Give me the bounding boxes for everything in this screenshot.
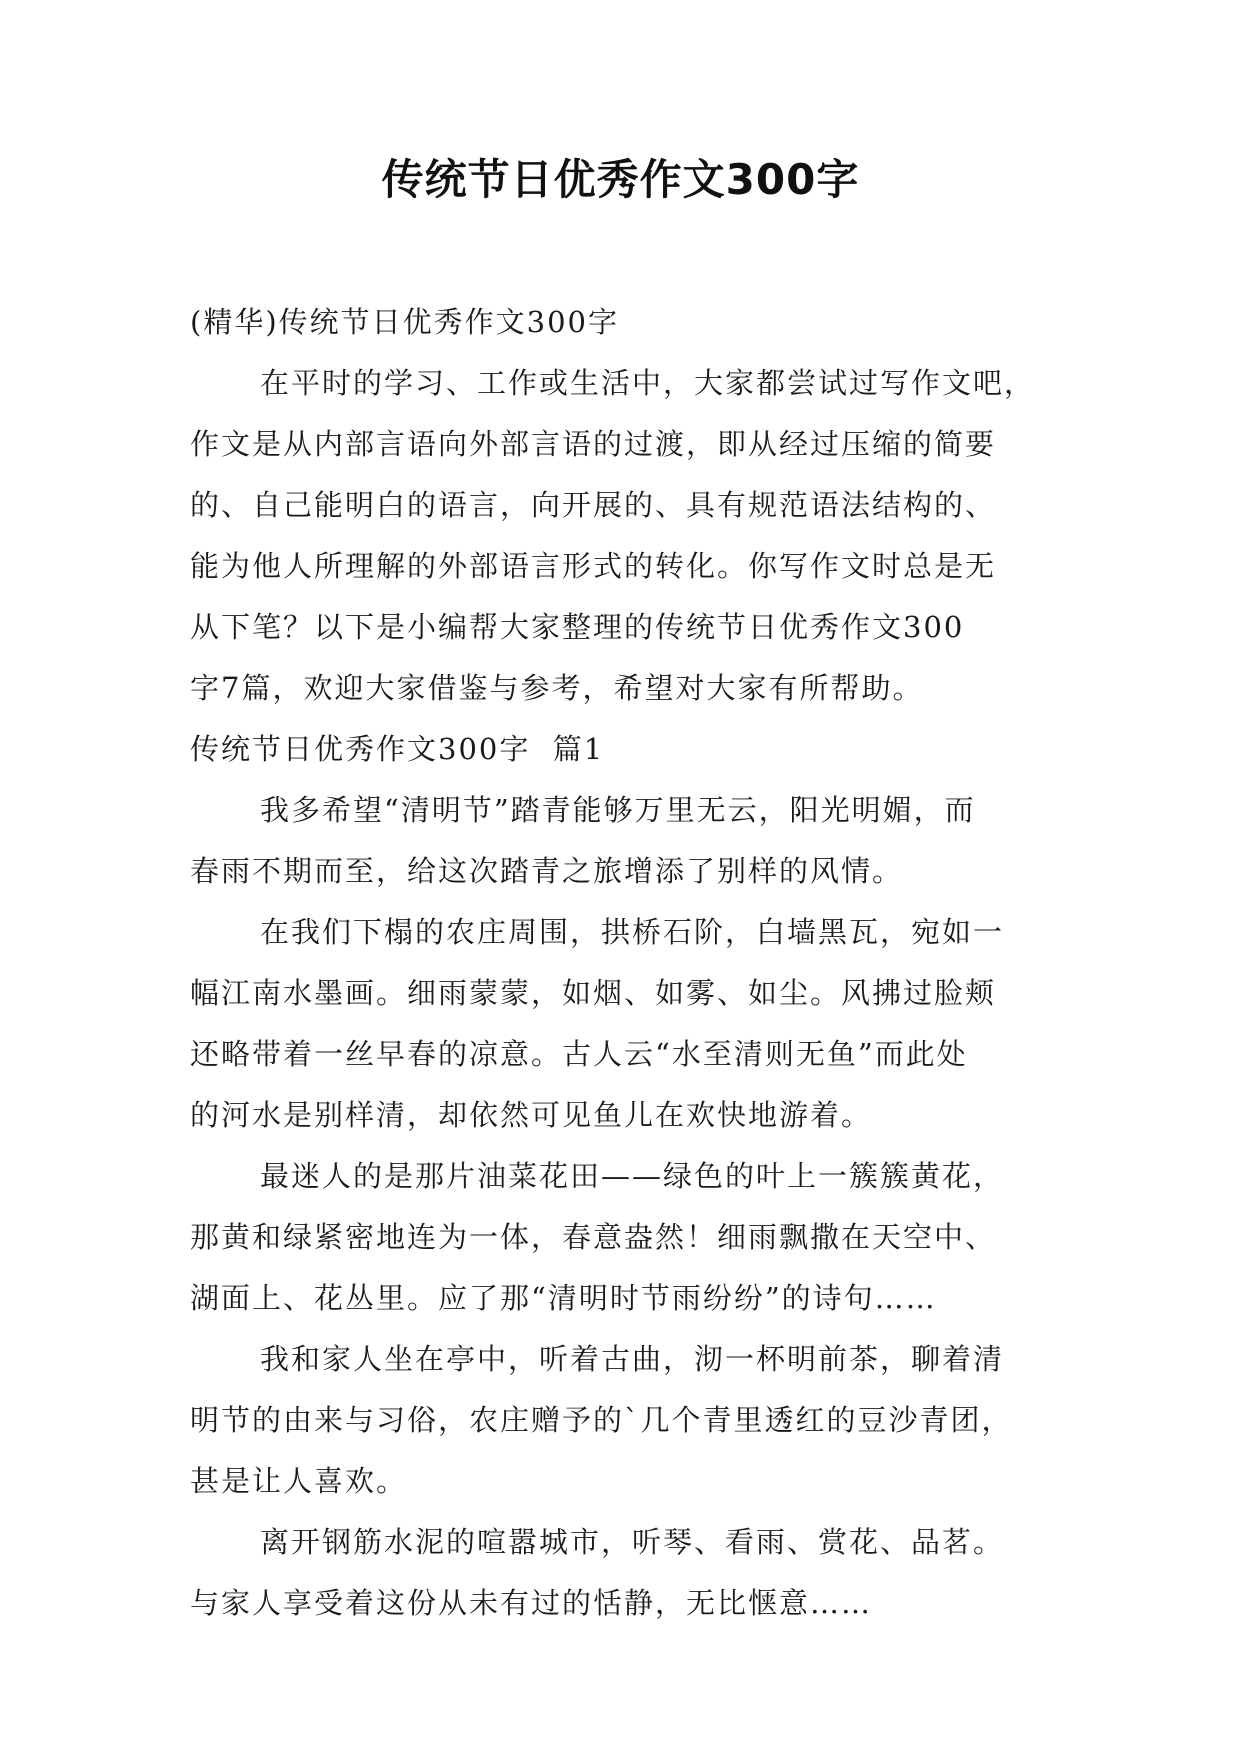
paragraph-line: 与家人享受着这份从未有过的恬静，无比惬意…… [190, 1586, 873, 1620]
paragraph-line: 我和家人坐在亭中，听着古曲，沏一杯明前茶，聊着清 [260, 1342, 1005, 1376]
paragraph-line: 的河水是别样清，却依然可见鱼儿在欢快地游着。 [190, 1098, 873, 1132]
intro-line: 的、自己能明白的语言，向开展的、具有规范语法结构的、 [190, 488, 997, 522]
intro-line: 在平时的学习、工作或生活中，大家都尝试过写作文吧， [260, 366, 1036, 400]
paragraph-line: 离开钢筋水泥的喧嚣城市，听琴、看雨、赏花、品茗。 [260, 1525, 1005, 1559]
paragraph-line: 春雨不期而至，给这次踏青之旅增添了别样的风情。 [190, 854, 904, 888]
paragraph-line: 甚是让人喜欢。 [190, 1464, 408, 1498]
essay-paragraph-2 [190, 902, 1070, 1146]
paragraph-line: 湖面上、花丛里。应了那“清明时节雨纷纷”的诗句…… [190, 1281, 937, 1315]
essay-paragraph-1 [190, 780, 1070, 902]
essay-paragraph-5 [190, 1512, 1070, 1634]
paragraph-line: 我多希望“清明节”踏青能够万里无云，阳光明媚，而 [260, 793, 976, 827]
paragraph-line: 幅江南水墨画。细雨蒙蒙，如烟、如雾、如尘。风拂过脸颊 [190, 976, 997, 1010]
document-title: 传统节日优秀作文300字 [381, 155, 860, 204]
intro-line: 能为他人所理解的外部语言形式的转化。你写作文时总是无 [190, 549, 997, 583]
paragraph-line: 明节的由来与习俗，农庄赠予的`几个青里透红的豆沙青团， [190, 1403, 1013, 1437]
intro-paragraph [190, 353, 1070, 719]
paragraph-line: 最迷人的是那片油菜花田——绿色的叶上一簇簇黄花， [260, 1159, 1005, 1193]
essay-paragraph-3 [190, 1146, 1070, 1329]
intro-line: 从下笔？以下是小编帮大家整理的传统节日优秀作文300 [190, 610, 965, 644]
paragraph-line: 那黄和绿紧密地连为一体，春意盎然！细雨飘撒在天空中、 [190, 1220, 997, 1254]
intro-line: 字7篇，欢迎大家借鉴与参考，希望对大家有所帮助。 [190, 671, 924, 705]
document-subtitle: (精华)传统节日优秀作文300字 [190, 305, 619, 339]
document-body [190, 292, 1070, 1634]
section-heading: 传统节日优秀作文300字 篇1 [190, 732, 605, 766]
essay-paragraph-4 [190, 1329, 1070, 1512]
paragraph-line: 在我们下榻的农庄周围，拱桥石阶，白墙黑瓦，宛如一 [260, 915, 1005, 949]
intro-line: 作文是从内部言语向外部言语的过渡，即从经过压缩的简要 [190, 427, 997, 461]
paragraph-line: 还略带着一丝早春的凉意。古人云“水至清则无鱼”而此处 [190, 1037, 968, 1071]
